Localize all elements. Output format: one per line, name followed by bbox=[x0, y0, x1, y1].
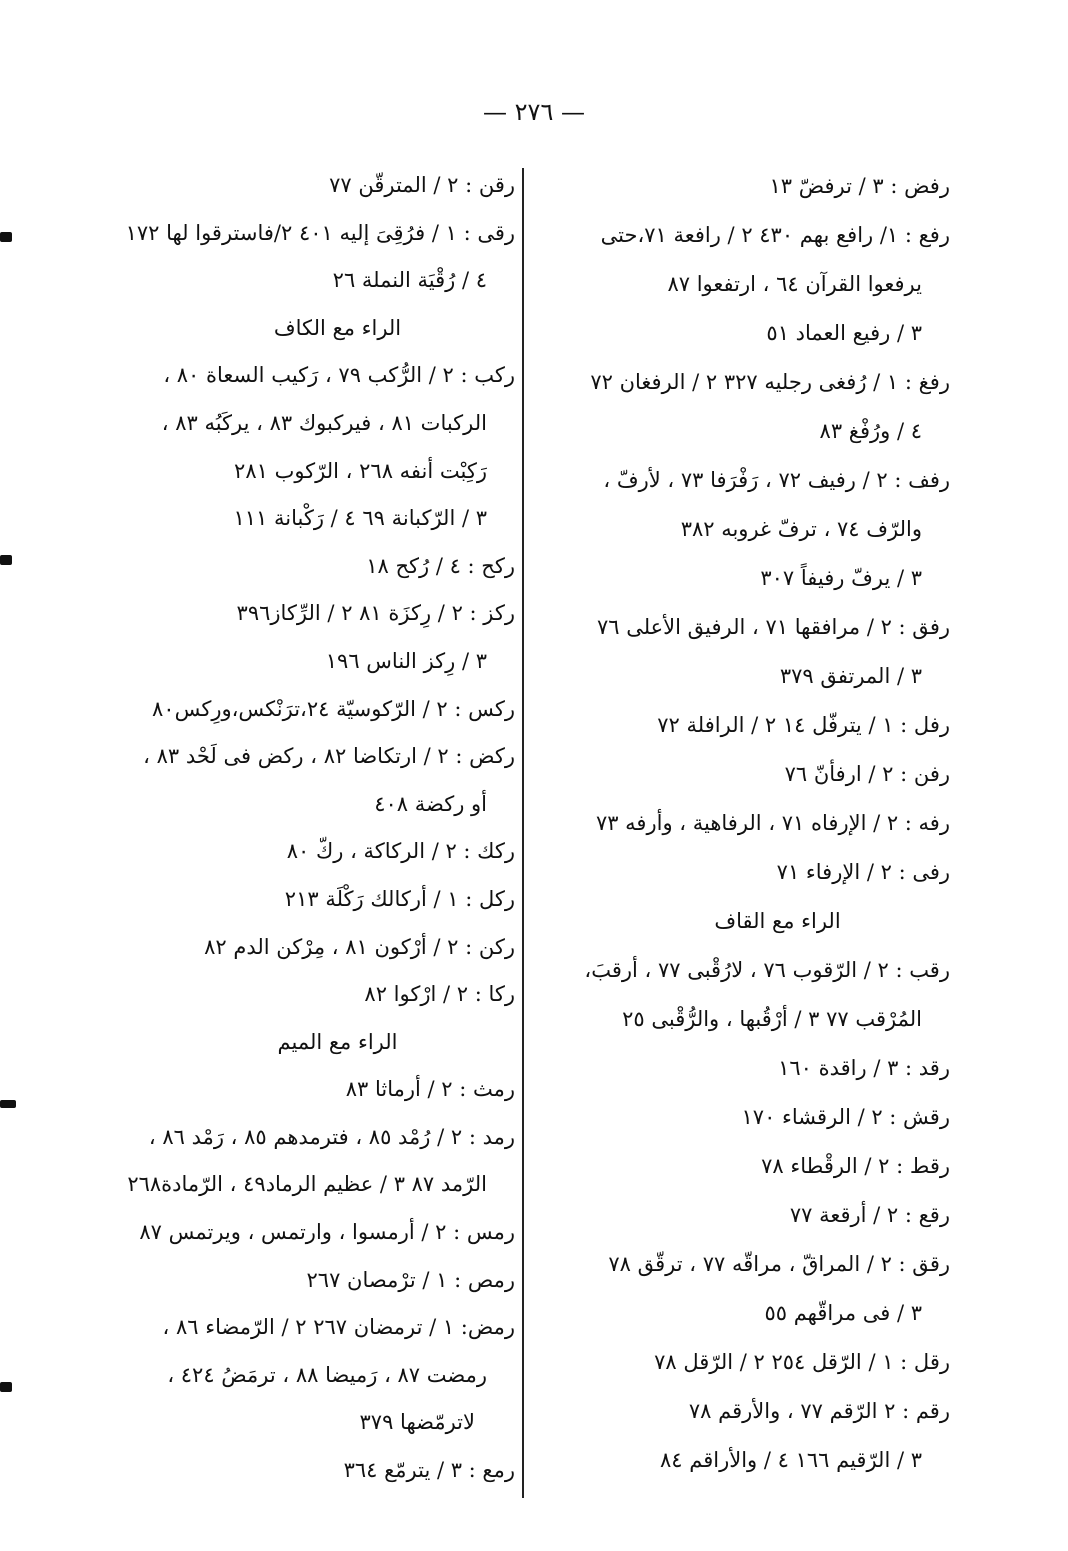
entry-rqm-sub: ٣ / الرّقيم ١٦٦ ٤ / والأراقم ٨٤ bbox=[660, 1448, 922, 1472]
entry-rqsh: رقش : ٢ / الرقشاء ١٧٠ bbox=[741, 1105, 950, 1129]
page-number: — ٢٧٦ — bbox=[483, 98, 585, 126]
section-heading-raa-qaf: الراء مع القاف bbox=[714, 909, 841, 933]
entry-rmd-cont: الرّمد ٨٧ ٣ / عظيم الرماد٤٩ ، الرّمادة٢٦٨ bbox=[127, 1172, 487, 1197]
binding-mark bbox=[0, 555, 12, 565]
entry-rql: رقل : ١ / الرّقل ٢٥٤ ٢ / الرّقل ٧٨ bbox=[654, 1350, 950, 1374]
entry-rfn: رفن : ٢ / ارفأنّ ٧٦ bbox=[784, 762, 950, 786]
entry-rkd-cont: أو ركضة ٤٠٨ bbox=[374, 791, 487, 816]
entry-rfq: رفق : ٢ / مرافقها ٧١ ، الرفيق الأعلى ٧٦ bbox=[596, 615, 950, 639]
entry-rfa-sub: ٣ / رفيع العماد ٥١ bbox=[766, 321, 922, 345]
entry-rkb-cont-1: الركبات ٨١ ، فيركبوك ٨٣ ، يركَبُه ٨٣ ، bbox=[161, 410, 487, 435]
entry-rkl: ركل : ١ / أركالك رَكْلَة ٢١٣ bbox=[284, 886, 515, 911]
entry-rfy: رفى : ٢ / الإرفاء ٧١ bbox=[776, 860, 950, 884]
entry-rkh: ركح : ٤ / رُكح ١٨ bbox=[366, 553, 515, 578]
entry-rqq: رقق : ٢ / المراقّ ، مراقّه ٧٧ ، ترقّق ٧٨ bbox=[608, 1252, 950, 1276]
right-column bbox=[545, 162, 950, 1485]
entry-rmd: رمد : ٢ / رُمْد ٨٥ ، فترمدهم ٨٥ ، رَمْد ٨٦ ، bbox=[148, 1124, 515, 1149]
entry-rqb: رقب : ٢ / الرّقوب ٧٦ ، لارُقْبى ٧٧ ، أرقبَ، bbox=[584, 958, 950, 982]
entry-rkk: ركك : ٢ / الركاكة ، ركّ ٨٠ bbox=[286, 839, 515, 864]
entry-rkz: ركز : ٢ / رِكزَة ٨١ ٢ / الرِّكاز٣٩٦ bbox=[236, 601, 515, 626]
entry-rfa: رفع : ١/ رافع بهم ٤٣٠ ٢ / رافعة ٧١،حتى bbox=[600, 223, 950, 247]
entry-rka: ركا : ٢ / ارْكوا ٨٢ bbox=[364, 982, 515, 1007]
entry-rmd-dad-cont-2: لاترمّضها ٣٧٩ bbox=[359, 1410, 475, 1435]
entry-rkn: ركن : ٢ / أرْكون ٨١ ، مِرْكن الدم ٨٢ bbox=[204, 934, 515, 959]
entry-rms-sad: رمص : ١ / ترْمصان ٢٦٧ bbox=[306, 1267, 515, 1292]
entry-rqy: رقى : ١ / فرُقِىَ إليه ٤٠١ ٢/فاسترقوا لها ١٧٢ bbox=[125, 220, 515, 245]
entry-rqy-sub: ٤ / رُقْيَة النملة ٢٦ bbox=[332, 268, 487, 293]
entry-rma: رمع : ٣ / يترمّع ٣٦٤ bbox=[343, 1458, 515, 1483]
entry-rkb-cont-2: رَكِبْت أنفه ٢٦٨ ، الرّكوب ٢٨١ bbox=[234, 458, 487, 483]
entry-rff-cont: والرّف ٧٤ ، ترفّ غروبه ٣٨٢ bbox=[680, 517, 922, 541]
binding-mark bbox=[0, 232, 12, 242]
entry-rqq-sub: ٣ / فى مراقّهم ٥٥ bbox=[764, 1301, 922, 1325]
binding-mark bbox=[0, 1100, 16, 1108]
entry-rqb-cont: المُرْقب ٧٧ ٣ / أرْقُبها ، والرُّقْبى ٢٥ bbox=[622, 1007, 922, 1031]
entry-rfh: رفه : ٢ / الإرفاه ٧١ ، الرفاهية ، وأرفه ٧٣ bbox=[595, 811, 950, 835]
entry-rfa-cont: يرفعوا القرآن ٦٤ ، ارتفعوا ٨٧ bbox=[667, 272, 922, 296]
entry-rmd-dad: رمض: ١ / ترمضان ٢٦٧ ٢ / الرّمضاء ٨٦ ، bbox=[162, 1315, 515, 1340]
entry-rff-sub: ٣ / يرفّ رفيفاً ٣٠٧ bbox=[760, 566, 922, 590]
entry-rmth: رمث : ٢ / أرماثا ٨٣ bbox=[345, 1077, 515, 1102]
entry-rkb: ركب : ٢ / الرُّكب ٧٩ ، رَكيب السعاة ٨٠ ، bbox=[163, 363, 515, 388]
entry-rff: رفف : ٢ / رفيف ٧٢ ، رَفْرَفا ٧٣ ، لأرفّ ، bbox=[603, 468, 950, 492]
entry-rfq-sub: ٣ / المرتفق ٣٧٩ bbox=[779, 664, 922, 688]
left-column bbox=[100, 162, 515, 1495]
entry-rkb-sub: ٣ / الرّكبانة ٦٩ ٤ / رَكْبانة ١١١ bbox=[233, 506, 487, 531]
entry-rfd: رفض : ٣ / ترفضّ ١٣ bbox=[769, 174, 950, 198]
entry-rfl: رفل : ١ / يترفّل ١٤ ٢ / الرافلة ٧٢ bbox=[657, 713, 950, 737]
section-heading-raa-kaf: الراء مع الكاف bbox=[273, 315, 402, 340]
entry-rqa: رقع : ٢ / أرقعة ٧٧ bbox=[789, 1203, 950, 1227]
entry-rkz-sub: ٣ / رِكز الناس ١٩٦ bbox=[325, 648, 487, 673]
entry-rms: رمس : ٢ / أرمسوا ، وارتمس ، ويرتمس ٨٧ bbox=[139, 1220, 515, 1245]
entry-rqn: رقن : ٢ / المترقّن ٧٧ bbox=[329, 173, 515, 197]
entry-rqm: رقم : ٢ الرّقم ٧٧ ، والأرقم ٧٨ bbox=[688, 1399, 950, 1423]
entry-rqd: رقد : ٣ / راقدة ١٦٠ bbox=[778, 1056, 950, 1080]
entry-rfgh: رفغ : ١ / رُفغى رجليه ٣٢٧ ٢ / الرفغان ٧٢ bbox=[590, 370, 950, 394]
column-divider bbox=[522, 168, 524, 1498]
entry-rmd-dad-cont: رمضت ٨٧ ، رَميضا ٨٨ ، ترمَضُ ٤٢٤ ، bbox=[167, 1362, 487, 1387]
entry-rks: ركس : ٢ / الرّكوسيّة ٢٤،ترَنْكس،ورِكس٨٠ bbox=[152, 696, 515, 721]
entry-rqt: رقط : ٢ / الرقْطاء ٧٨ bbox=[761, 1154, 950, 1178]
section-heading-raa-mim: الراء مع الميم bbox=[277, 1029, 398, 1054]
entry-rfgh-sub: ٤ / ورُفْغ ٨٣ bbox=[819, 419, 922, 443]
entry-rkd: ركض : ٢ / ارتكاضا ٨٢ ، ركض فى لَحْد ٨٣ ، bbox=[143, 744, 515, 769]
binding-mark bbox=[0, 1382, 12, 1392]
